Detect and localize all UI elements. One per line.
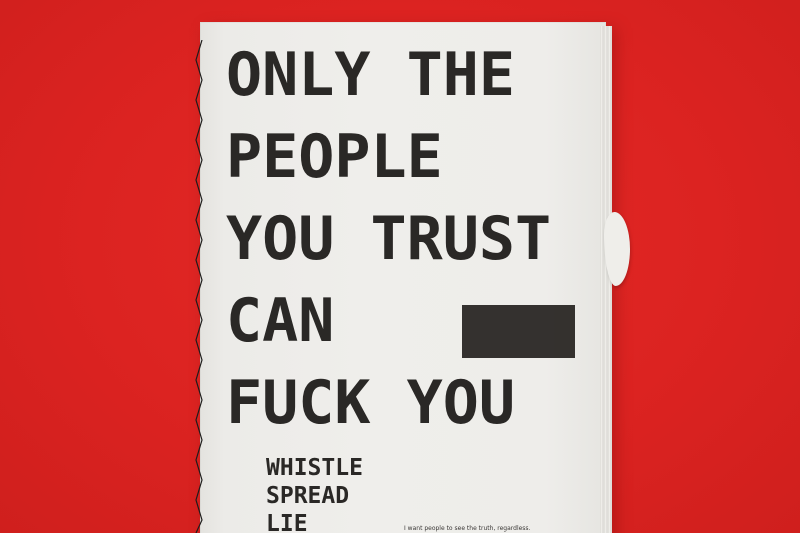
subtitle-line-1: WHISTLE <box>266 455 363 481</box>
caption-text: I want people to see the truth, regardless. <box>404 525 531 532</box>
redaction-bar <box>462 305 575 358</box>
headline-line-4: CAN <box>226 286 335 356</box>
headline-line-2: PEOPLE <box>226 122 443 192</box>
subtitle <box>266 454 363 533</box>
subtitle-line-3: LIE <box>266 511 308 533</box>
headline-line-5: FUCK YOU <box>226 368 515 438</box>
headline-line-1: ONLY THE <box>226 40 515 110</box>
subtitle-line-2: SPREAD <box>266 483 350 509</box>
stitched-spine-binding <box>194 40 208 533</box>
headline-line-3: YOU TRUST <box>226 204 552 274</box>
headline <box>226 34 551 444</box>
